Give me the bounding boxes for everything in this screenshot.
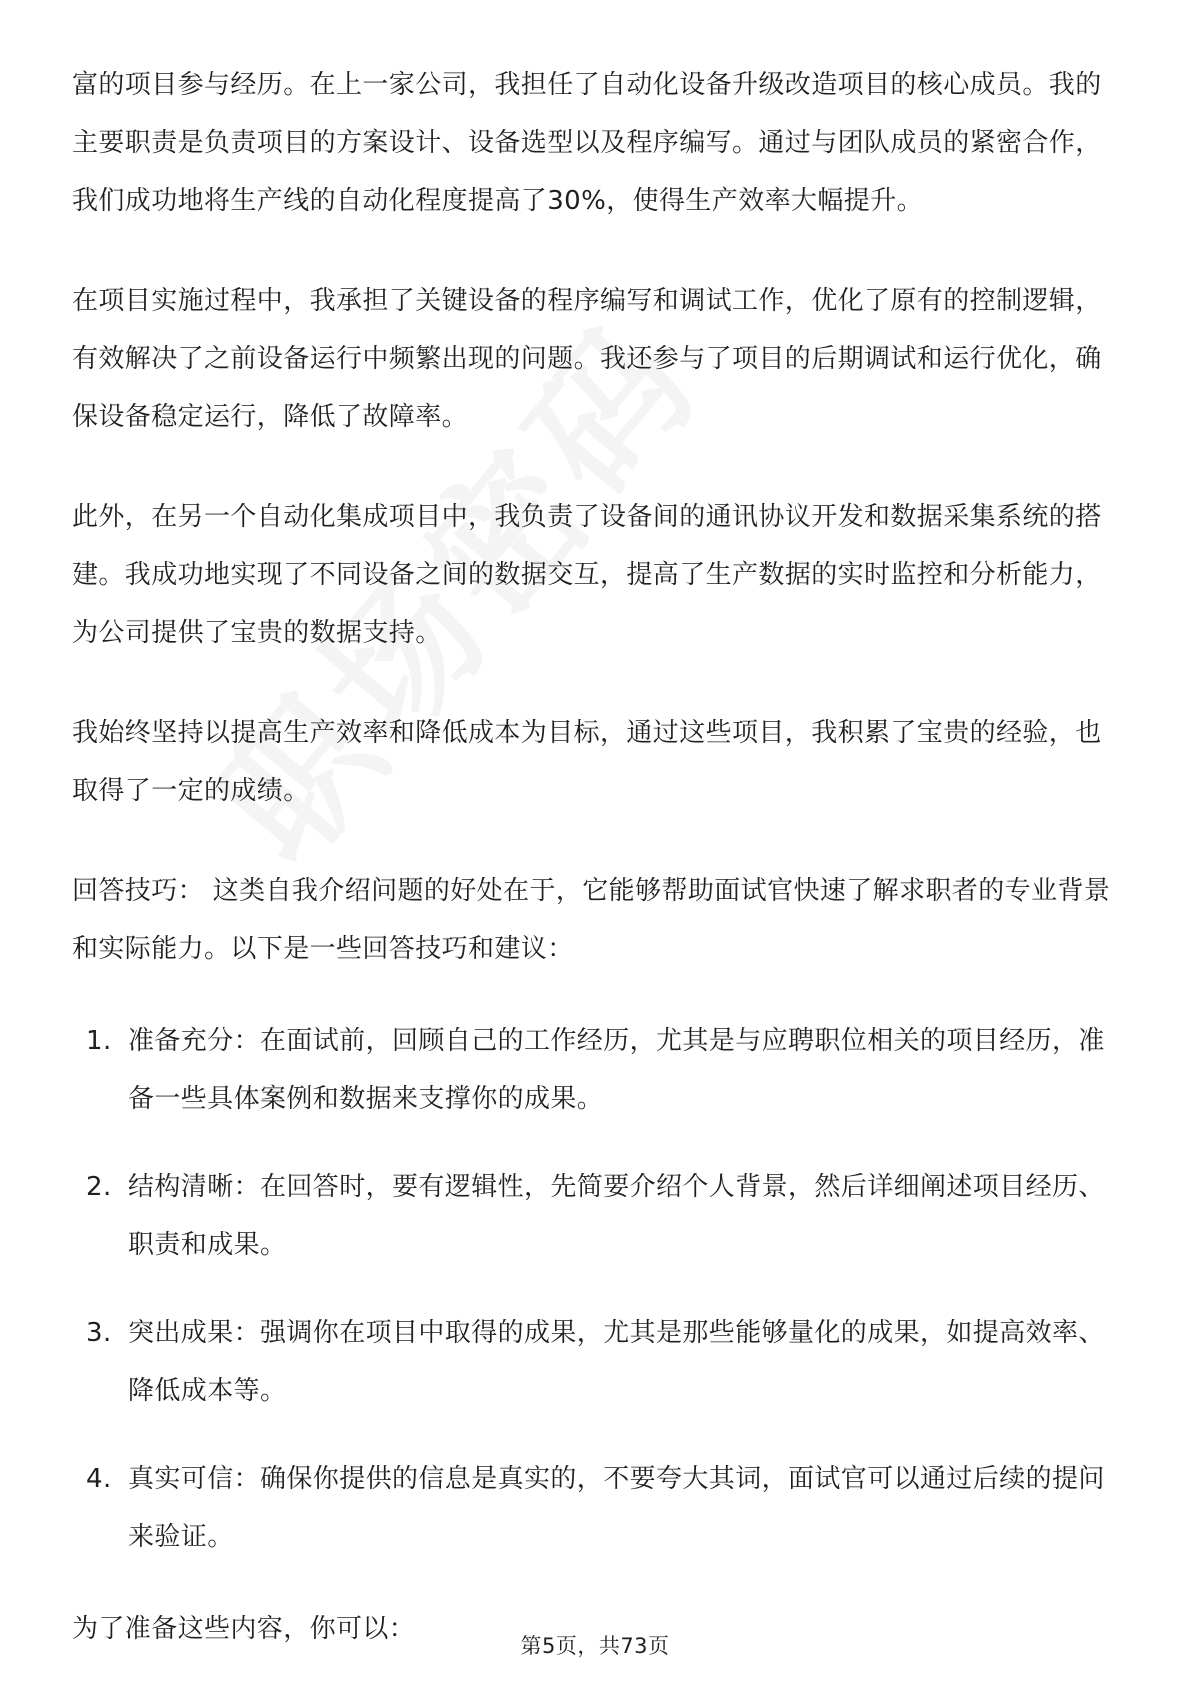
list-item [72, 1450, 1122, 1566]
paragraph: 我始终坚持以提高生产效率和降低成本为目标，通过这些项目，我积累了宝贵的经验，也取得了一定的成绩。 [72, 718, 1102, 806]
list-item [72, 1304, 1122, 1420]
list-number: 4. [86, 1464, 112, 1494]
list-number: 2. [86, 1172, 112, 1202]
list-item [72, 1012, 1122, 1128]
list-item-text: 突出成果：强调你在项目中取得的成果，尤其是那些能够量化的成果，如提高效率、降低成本等。 [128, 1318, 1105, 1406]
paragraph: 此外，在另一个自动化集成项目中，我负责了设备间的通讯协议开发和数据采集系统的搭建。我成功地实现了不同设备之间的数据交互，提高了生产数据的实时监控和分析能力，为公司提供了宝贵的数据支持。 [72, 502, 1102, 648]
list-item-text: 结构清晰：在回答时，要有逻辑性，先简要介绍个人背景，然后详细阐述项目经历、职责和成果。 [128, 1172, 1105, 1260]
list-item-text: 真实可信：确保你提供的信息是真实的，不要夸大其词，面试官可以通过后续的提问来验证。 [128, 1464, 1105, 1552]
answer-tips-intro: 回答技巧： 这类自我介绍问题的好处在于，它能够帮助面试官快速了解求职者的专业背景和实际能力。以下是一些回答技巧和建议： [72, 876, 1111, 964]
document-body [72, 56, 1122, 1700]
paragraph: 在项目实施过程中，我承担了关键设备的程序编写和调试工作，优化了原有的控制逻辑，有效解决了之前设备运行中频繁出现的问题。我还参与了项目的后期调试和运行优化，确保设备稳定运行，降低了故障率。 [72, 286, 1102, 432]
closing-paragraph: 为了准备这些内容，你可以： [72, 1614, 416, 1644]
tips-list [72, 1012, 1122, 1566]
list-item [72, 1158, 1122, 1274]
page-footer: 第5页，共73页 [520, 1634, 670, 1658]
list-number: 1. [86, 1026, 112, 1056]
paragraph: 富的项目参与经历。在上一家公司，我担任了自动化设备升级改造项目的核心成员。我的主要职责是负责项目的方案设计、设备选型以及程序编写。通过与团队成员的紧密合作，我们成功地将生产线的自动化程度提高了30%，使得生产效率大幅提升。 [72, 70, 1102, 216]
list-number: 3. [86, 1318, 112, 1348]
list-item-text: 准备充分：在面试前，回顾自己的工作经历，尤其是与应聘职位相关的项目经历，准备一些具体案例和数据来支撑你的成果。 [128, 1026, 1105, 1114]
